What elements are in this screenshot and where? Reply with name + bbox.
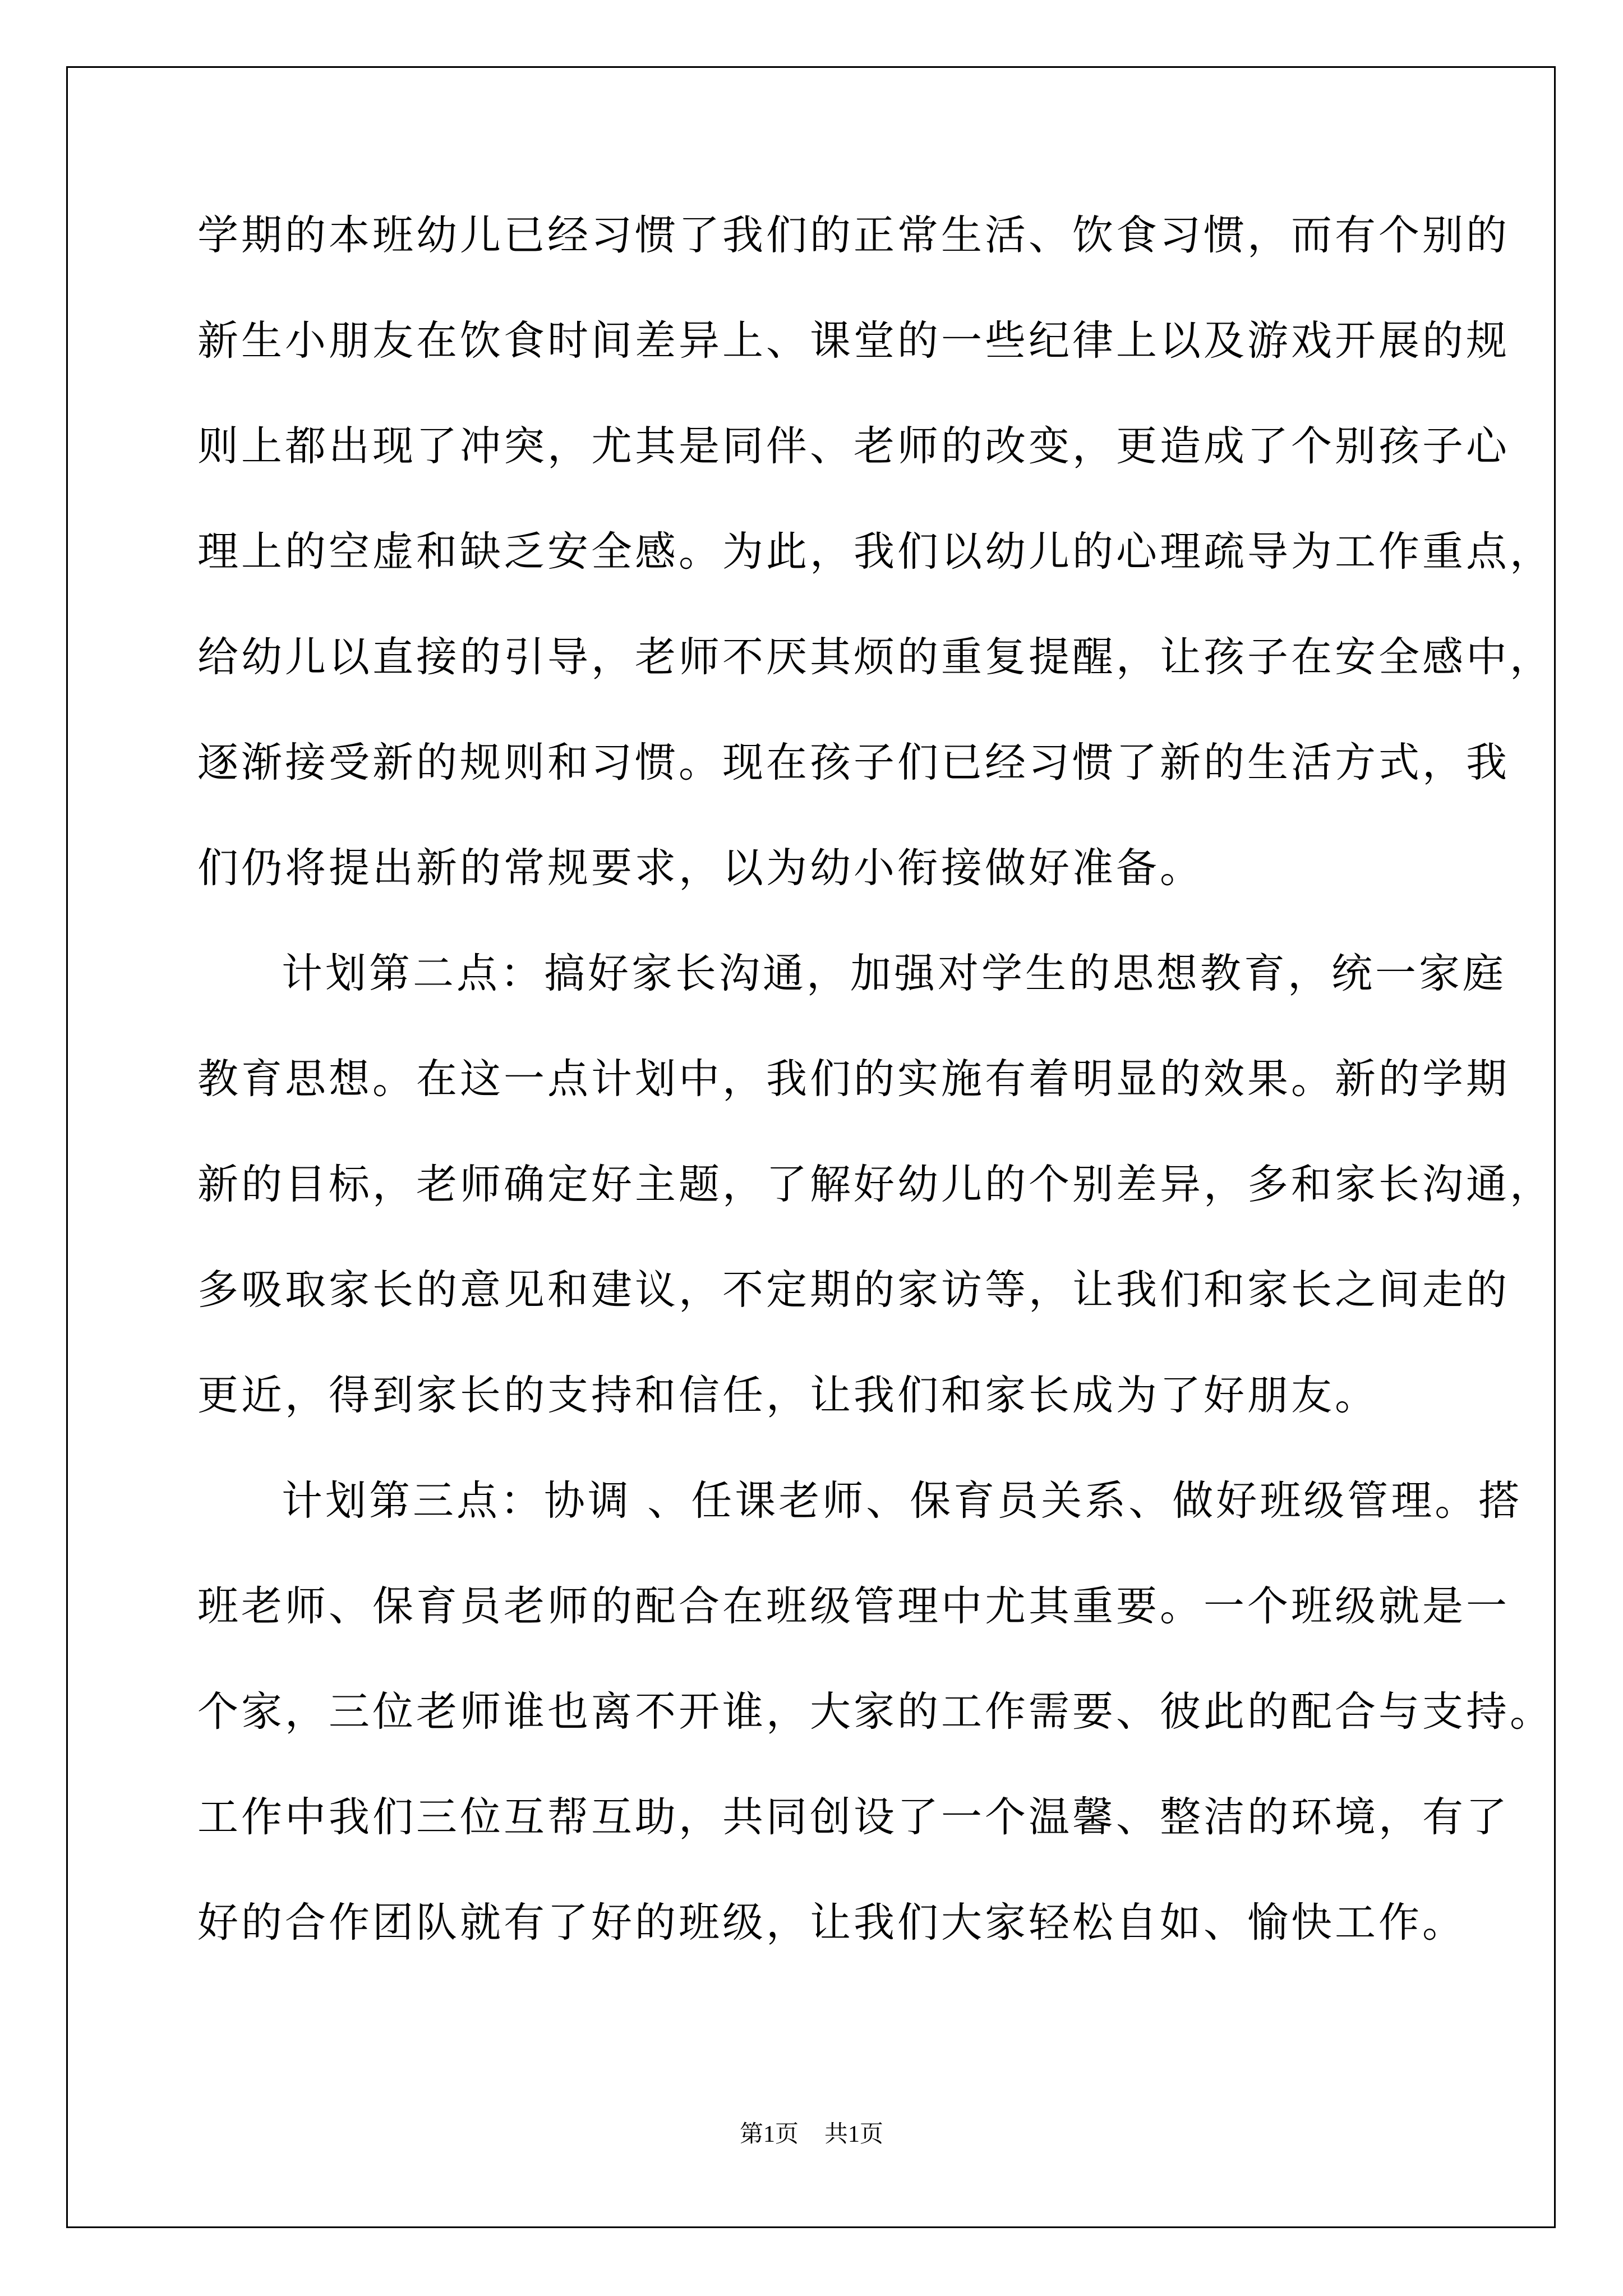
- text-line: 个家，三位老师谁也离不开谁，大家的工作需要、彼此的配合与支持。: [197, 1688, 1553, 1736]
- text-line: 工作中我们三位互帮互助，共同创设了一个温馨、整洁的环境，有了: [197, 1793, 1510, 1841]
- text-line: 理上的空虚和缺乏安全感。为此，我们以幼儿的心理疏导为工作重点，: [197, 528, 1553, 576]
- text-line: 教育思想。在这一点计划中，我们的实施有着明显的效果。新的学期: [197, 1055, 1510, 1103]
- page-number: 第1页: [739, 2122, 799, 2147]
- text-line: 更近，得到家长的支持和信任，让我们和家长成为了好朋友。: [197, 1372, 1378, 1419]
- page-footer: [0, 2118, 1623, 2151]
- text-line: 们仍将提出新的常规要求，以为幼小衔接做好准备。: [197, 844, 1204, 892]
- text-line: 则上都出现了冲突，尤其是同伴、老师的改变，更造成了个别孩子心: [197, 422, 1510, 470]
- text-line: 多吸取家长的意见和建议，不定期的家访等，让我们和家长之间走的: [197, 1266, 1510, 1314]
- text-line: 好的合作团队就有了好的班级，让我们大家轻松自如、愉快工作。: [197, 1899, 1466, 1947]
- text-line: 逐渐接受新的规则和习惯。现在孩子们已经习惯了新的生活方式，我: [197, 739, 1510, 786]
- text-line: 新的目标，老师确定好主题，了解好幼儿的个别差异，多和家长沟通，: [197, 1161, 1553, 1208]
- text-line: 给幼儿以直接的引导，老师不厌其烦的重复提醒，让孩子在安全感中，: [197, 633, 1553, 681]
- paragraph-first-line: 计划第二点：搞好家长沟通，加强对学生的思想教育，统一家庭: [282, 950, 1506, 997]
- text-line: 学期的本班幼儿已经习惯了我们的正常生活、饮食习惯，而有个别的: [197, 211, 1510, 259]
- page-total: 共1页: [824, 2122, 884, 2147]
- text-line: 新生小朋友在饮食时间差异上、课堂的一些纪律上以及游戏开展的规: [197, 317, 1510, 365]
- paragraph-first-line: 计划第三点：协调 、任课老师、保育员关系、做好班级管理。搭: [282, 1477, 1523, 1525]
- text-line: 班老师、保育员老师的配合在班级管理中尤其重要。一个班级就是一: [197, 1582, 1510, 1630]
